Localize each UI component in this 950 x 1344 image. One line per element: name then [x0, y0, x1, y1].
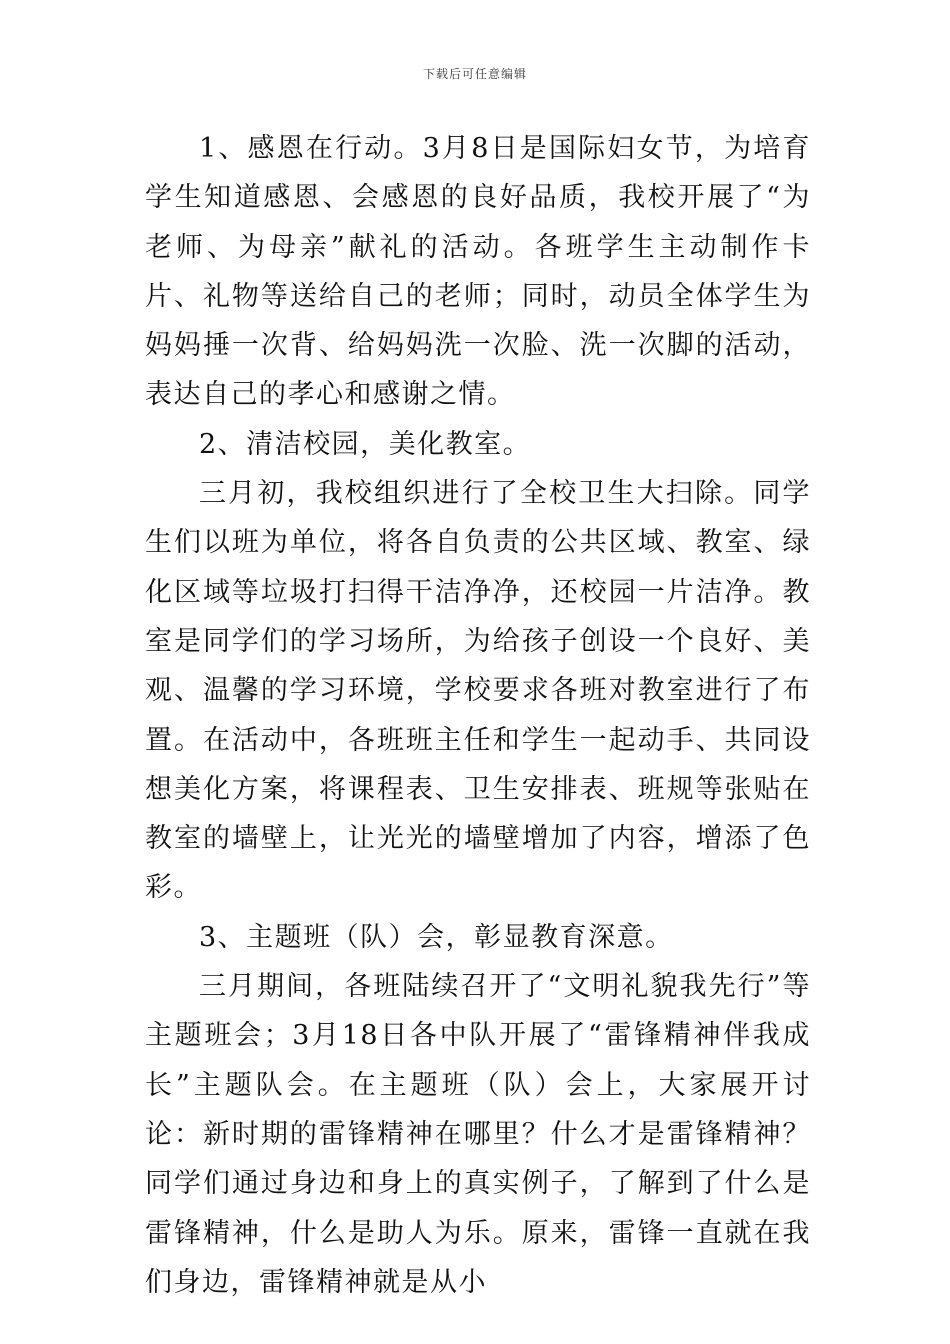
paragraph-theme-meeting-detail: 三月期间，各班陆续召开了“文明礼貌我先行”等主题班会；3月18日各中队开展了“雷锋精神伴我成长”主题队会。在主题班（队）会上，大家展开讨论：新时期的雷锋精神在哪里？什么才是雷锋精神？同学们通过身边和身上的真实例子，了解到了什么是雷锋精神，什么是助人为乐。原来，雷锋一直就在我们身边，雷锋精神就是从小	[145, 971, 811, 1298]
paragraph-heading-theme-meeting: 3、主题班（队）会，彰显教育深意。	[199, 921, 674, 953]
paragraph-gratitude-activity: 1、感恩在行动。3月8日是国际妇女节，为培育学生知道感恩、会感恩的良好品质，我校开展了“为老师、为母亲”献礼的活动。各班学生主动制作卡片、礼物等送给自己的老师；同时，动员全体学生为妈妈捶一次背、给妈妈洗一次脸、洗一次脚的活动，表达自己的孝心和感谢之情。	[145, 133, 811, 411]
page-header-note: 下载后可任意编辑	[422, 67, 527, 81]
document-body	[145, 124, 811, 1307]
paragraph-clean-campus-detail: 三月初，我校组织进行了全校卫生大扫除。同学生们以班为单位，将各自负责的公共区域、教室、绿化区域等垃圾打扫得干洁净净，还校园一片洁净。教室是同学们的学习场所，为给孩子创设一个良好、美观、温馨的学习环境，学校要求各班对教室进行了布置。在活动中，各班班主任和学生一起动手、共同设想美化方案，将课程表、卫生安排表、班规等张贴在教室的墙壁上，让光光的墙壁增加了内容，增添了色彩。	[145, 478, 811, 904]
paragraph-heading-clean-campus: 2、清洁校园，美化教室。	[199, 428, 532, 460]
